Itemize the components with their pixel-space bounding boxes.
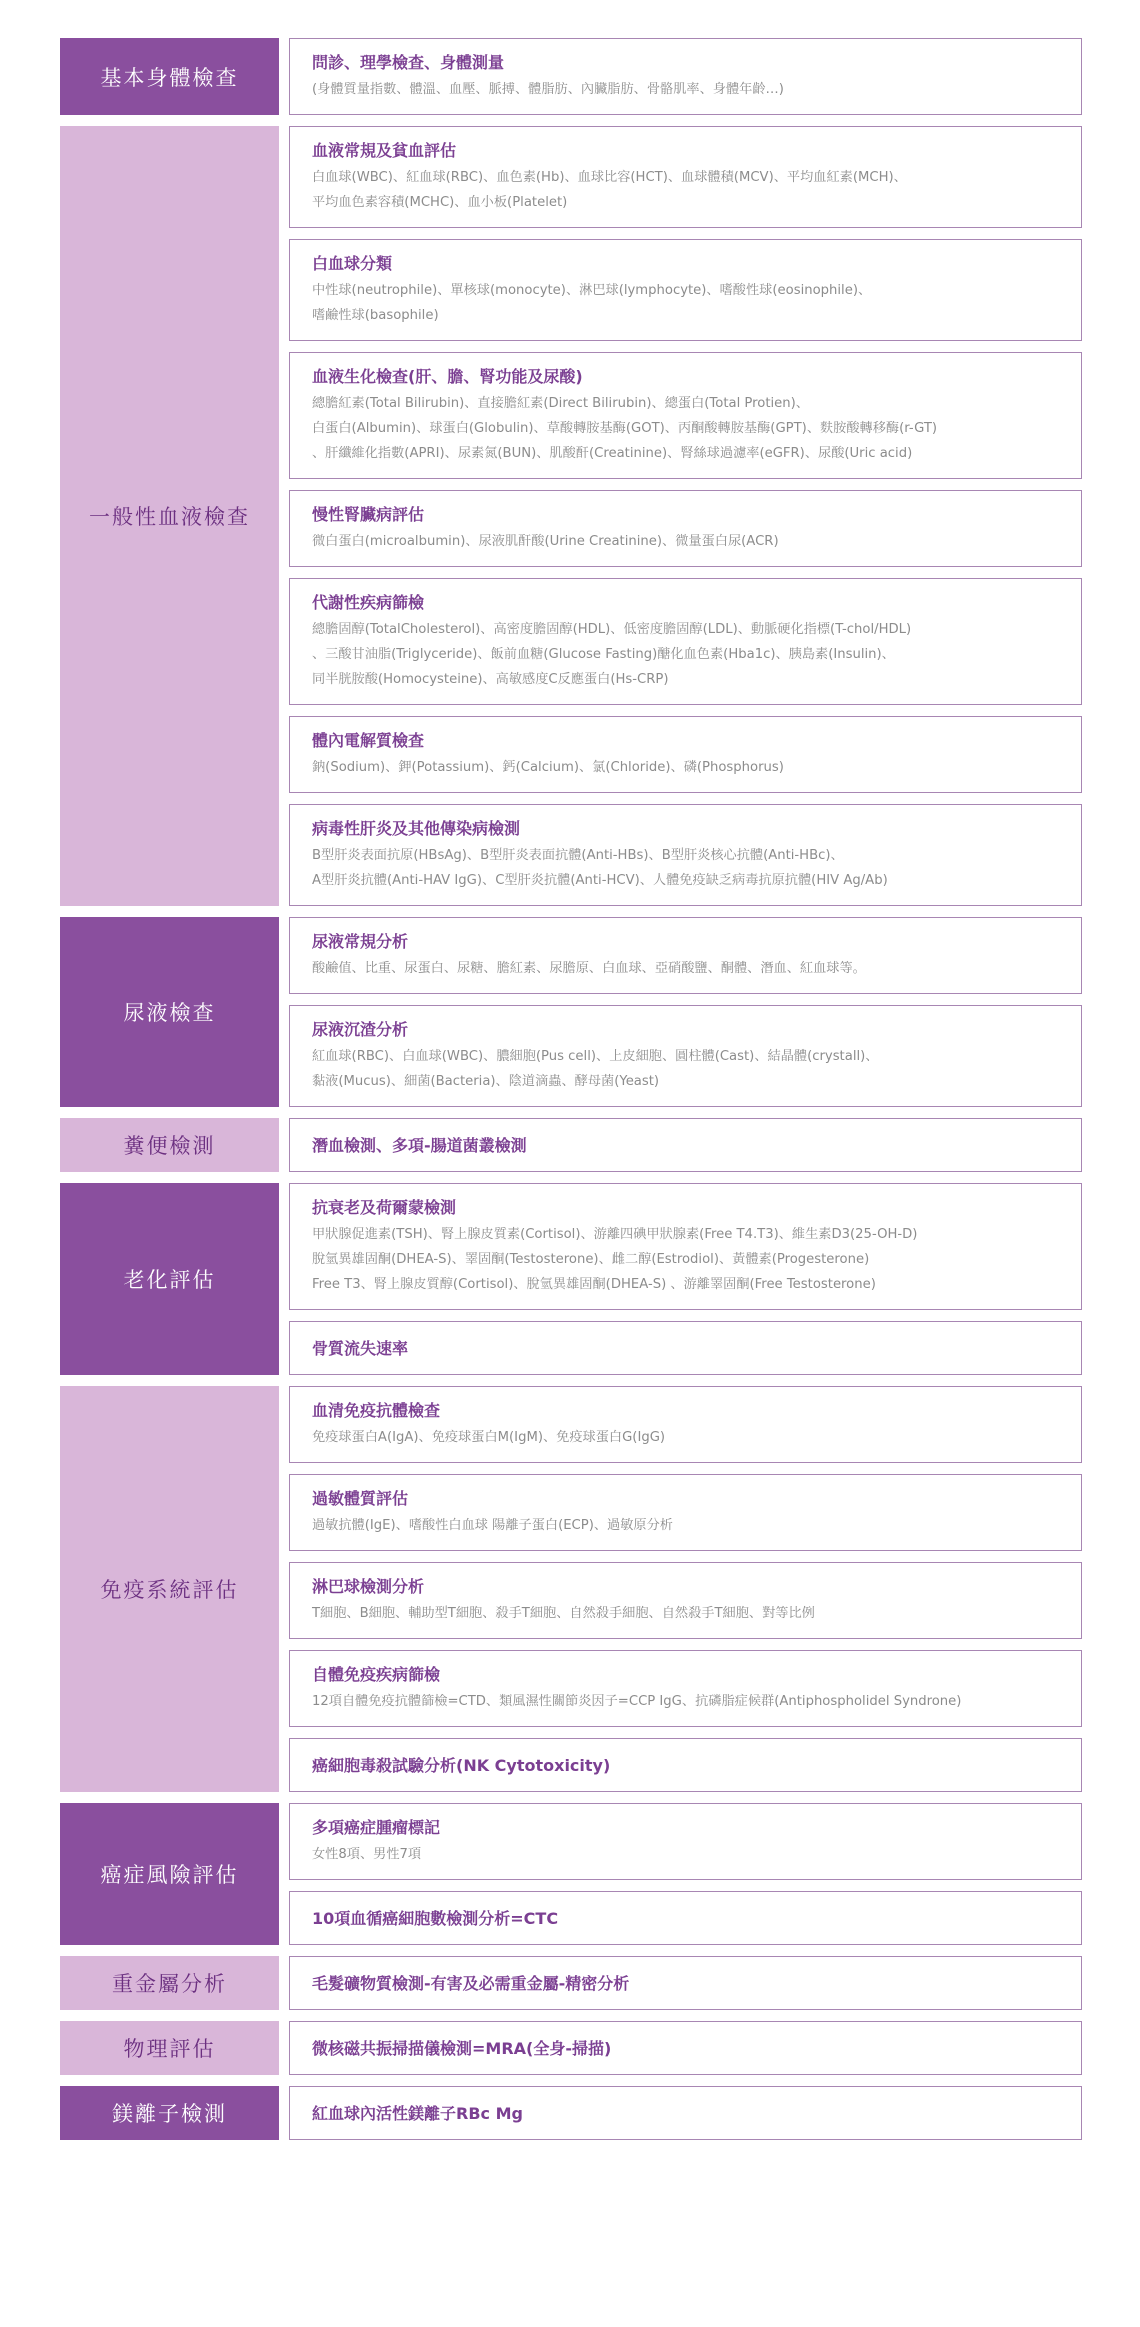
category-label: 基本身體檢查 xyxy=(60,38,279,115)
test-item-title: 毛髮礦物質檢測-有害及必需重金屬-精密分析 xyxy=(312,1973,630,1993)
test-item xyxy=(289,1005,1082,1107)
test-item xyxy=(289,352,1082,479)
test-item-title: 病毒性肝炎及其他傳染病檢測 xyxy=(312,819,521,838)
test-item xyxy=(289,1321,1082,1375)
checkup-items-table xyxy=(60,38,1082,2151)
category-label: 癌症風險評估 xyxy=(60,1803,279,1945)
category-label: 尿液檢查 xyxy=(60,917,279,1107)
test-item xyxy=(289,239,1082,341)
test-item xyxy=(289,1803,1082,1880)
test-item-description: 總膽紅素(Total Bilirubin)、直接膽紅素(Direct Bilirubin)、總蛋白(Total Protien)、 白蛋白(Albumin)、球蛋白(Globulin)、草酸轉胺基酶(GOT)、丙酮酸轉胺基酶(GPT)、麩胺酸轉移酶(r-GT) 、肝纖維化指數(APRI)、尿素氮(BUN)、肌酸酐(Creatinine)、腎絲球過濾率(eGFR)、尿酸(Uric acid) xyxy=(312,396,938,461)
category-section xyxy=(60,1183,1082,1375)
category-label: 免疫系統評估 xyxy=(60,1386,279,1792)
category-items xyxy=(289,1183,1082,1375)
test-item-description: 白血球(WBC)、紅血球(RBC)、血色素(Hb)、血球比容(HCT)、血球體積(MCV)、平均血紅素(MCH)、 平均血色素容積(MCHC)、血小板(Platelet) xyxy=(312,170,907,210)
category-items xyxy=(289,2021,1082,2075)
category-section xyxy=(60,1956,1082,2010)
test-item-description: 過敏抗體(IgE)、嗜酸性白血球 陽離子蛋白(ECP)、過敏原分析 xyxy=(312,1518,673,1533)
category-section xyxy=(60,2021,1082,2075)
test-item-title: 紅血球內活性鎂離子RBc Mg xyxy=(312,2103,523,2123)
test-item-description: (身體質量指數、體溫、血壓、脈搏、體脂肪、內臟脂肪、骨骼肌率、身體年齡…) xyxy=(312,82,784,97)
test-item-title: 問診、理學檢查、身體測量 xyxy=(312,53,505,72)
test-item-title: 骨質流失速率 xyxy=(312,1338,409,1358)
category-items xyxy=(289,2086,1082,2140)
category-items xyxy=(289,38,1082,115)
test-item xyxy=(289,716,1082,793)
category-items xyxy=(289,917,1082,1107)
test-item xyxy=(289,578,1082,705)
test-item-description: 女性8項、男性7項 xyxy=(312,1847,422,1862)
category-items xyxy=(289,1386,1082,1792)
category-section xyxy=(60,1118,1082,1172)
test-item-title: 尿液常規分析 xyxy=(312,932,409,951)
test-item xyxy=(289,917,1082,994)
test-item-description: 中性球(neutrophile)、單核球(monocyte)、淋巴球(lymphocyte)、嗜酸性球(eosinophile)、 嗜鹼性球(basophile) xyxy=(312,283,872,323)
test-item-title: 微核磁共振掃描儀檢測=MRA(全身-掃描) xyxy=(312,2038,612,2058)
test-item-description: 鈉(Sodium)、鉀(Potassium)、鈣(Calcium)、氯(Chloride)、磷(Phosphorus) xyxy=(312,760,784,775)
test-item-description: 酸鹼值、比重、尿蛋白、尿糖、膽紅素、尿膽原、白血球、亞硝酸鹽、酮體、潛血、紅血球等。 xyxy=(312,961,866,976)
test-item xyxy=(289,2086,1082,2140)
test-item xyxy=(289,1118,1082,1172)
test-item-description: 免疫球蛋白A(IgA)、免疫球蛋白M(IgM)、免疫球蛋白G(IgG) xyxy=(312,1430,666,1445)
test-item xyxy=(289,2021,1082,2075)
category-label: 鎂離子檢測 xyxy=(60,2086,279,2140)
category-label: 一般性血液檢查 xyxy=(60,126,279,906)
test-item-title: 白血球分類 xyxy=(312,254,393,273)
category-section xyxy=(60,2086,1082,2140)
category-label: 重金屬分析 xyxy=(60,1956,279,2010)
test-item-title: 尿液沉渣分析 xyxy=(312,1020,409,1039)
category-label: 物理評估 xyxy=(60,2021,279,2075)
category-section xyxy=(60,38,1082,115)
test-item xyxy=(289,1183,1082,1310)
test-item-title: 自體免疫疾病篩檢 xyxy=(312,1665,441,1684)
test-item-title: 體內電解質檢查 xyxy=(312,731,425,750)
test-item-title: 潛血檢測、多項-腸道菌叢檢測 xyxy=(312,1135,527,1155)
category-label: 老化評估 xyxy=(60,1183,279,1375)
category-label: 糞便檢測 xyxy=(60,1118,279,1172)
test-item-title: 抗衰老及荷爾蒙檢測 xyxy=(312,1198,457,1217)
test-item-description: 微白蛋白(microalbumin)、尿液肌酐酸(Urine Creatinine)、微量蛋白尿(ACR) xyxy=(312,534,779,549)
category-section xyxy=(60,1386,1082,1792)
category-items xyxy=(289,1118,1082,1172)
test-item xyxy=(289,490,1082,567)
test-item xyxy=(289,1562,1082,1639)
test-item-description: 甲狀腺促進素(TSH)、腎上腺皮質素(Cortisol)、游離四碘甲狀腺素(Free T4.T3)、維生素D3(25-OH-D) 脫氫異雄固酮(DHEA-S)、睪固酮(Testosterone)、雌二醇(Estrodiol)、黃體素(Progesterone) Free T3、腎上腺皮質醇(Cortisol)、脫氫異雄固酮(DHEA-S) 、游離睪固酮(Free Testosterone) xyxy=(312,1227,918,1292)
category-items xyxy=(289,1956,1082,2010)
category-section xyxy=(60,917,1082,1107)
test-item-title: 血液常規及貧血評估 xyxy=(312,141,457,160)
test-item-title: 血液生化檢查(肝、膽、腎功能及尿酸) xyxy=(312,367,583,386)
test-item-description: T細胞、B細胞、輔助型T細胞、殺手T細胞、自然殺手細胞、自然殺手T細胞、對等比例 xyxy=(312,1606,815,1621)
test-item-title: 過敏體質評估 xyxy=(312,1489,409,1508)
test-item-title: 代謝性疾病篩檢 xyxy=(312,593,425,612)
category-section xyxy=(60,126,1082,906)
test-item xyxy=(289,1738,1082,1792)
test-item xyxy=(289,1956,1082,2010)
category-items xyxy=(289,126,1082,906)
test-item-title: 血清免疫抗體檢查 xyxy=(312,1401,441,1420)
test-item-description: 紅血球(RBC)、白血球(WBC)、膿細胞(Pus cell)、上皮細胞、圓柱體(Cast)、結晶體(crystall)、 黏液(Mucus)、細菌(Bacteria)、陰道滴蟲、酵母菌(Yeast) xyxy=(312,1049,879,1089)
test-item-description: 12項自體免疫抗體篩檢=CTD、類風濕性關節炎因子=CCP IgG、抗磷脂症候群(Antiphospholidel Syndrone) xyxy=(312,1694,962,1709)
test-item xyxy=(289,38,1082,115)
test-item-title: 慢性腎臟病評估 xyxy=(312,505,425,524)
test-item-description: 總膽固醇(TotalCholesterol)、高密度膽固醇(HDL)、低密度膽固醇(LDL)、動脈硬化指標(T-chol/HDL) 、三酸甘油脂(Triglyceride)、飯前血糖(Glucose Fasting)醣化血色素(Hba1c)、胰島素(Insulin)、 同半胱胺酸(Homocysteine)、高敏感度C反應蛋白(Hs-CRP) xyxy=(312,622,912,687)
test-item-title: 癌細胞毒殺試驗分析(NK Cytotoxicity) xyxy=(312,1755,611,1775)
test-item-title: 淋巴球檢測分析 xyxy=(312,1577,425,1596)
test-item xyxy=(289,1891,1082,1945)
test-item xyxy=(289,1474,1082,1551)
test-item xyxy=(289,1650,1082,1727)
test-item-title: 多項癌症腫瘤標記 xyxy=(312,1818,441,1837)
test-item xyxy=(289,1386,1082,1463)
category-items xyxy=(289,1803,1082,1945)
test-item xyxy=(289,126,1082,228)
test-item-title: 10項血循癌細胞數檢測分析=CTC xyxy=(312,1908,559,1928)
test-item-description: B型肝炎表面抗原(HBsAg)、B型肝炎表面抗體(Anti-HBs)、B型肝炎核心抗體(Anti-HBc)、 A型肝炎抗體(Anti-HAV IgG)、C型肝炎抗體(Anti-HCV)、人體免疫缺乏病毒抗原抗體(HIV Ag/Ab) xyxy=(312,848,888,888)
test-item xyxy=(289,804,1082,906)
category-section xyxy=(60,1803,1082,1945)
